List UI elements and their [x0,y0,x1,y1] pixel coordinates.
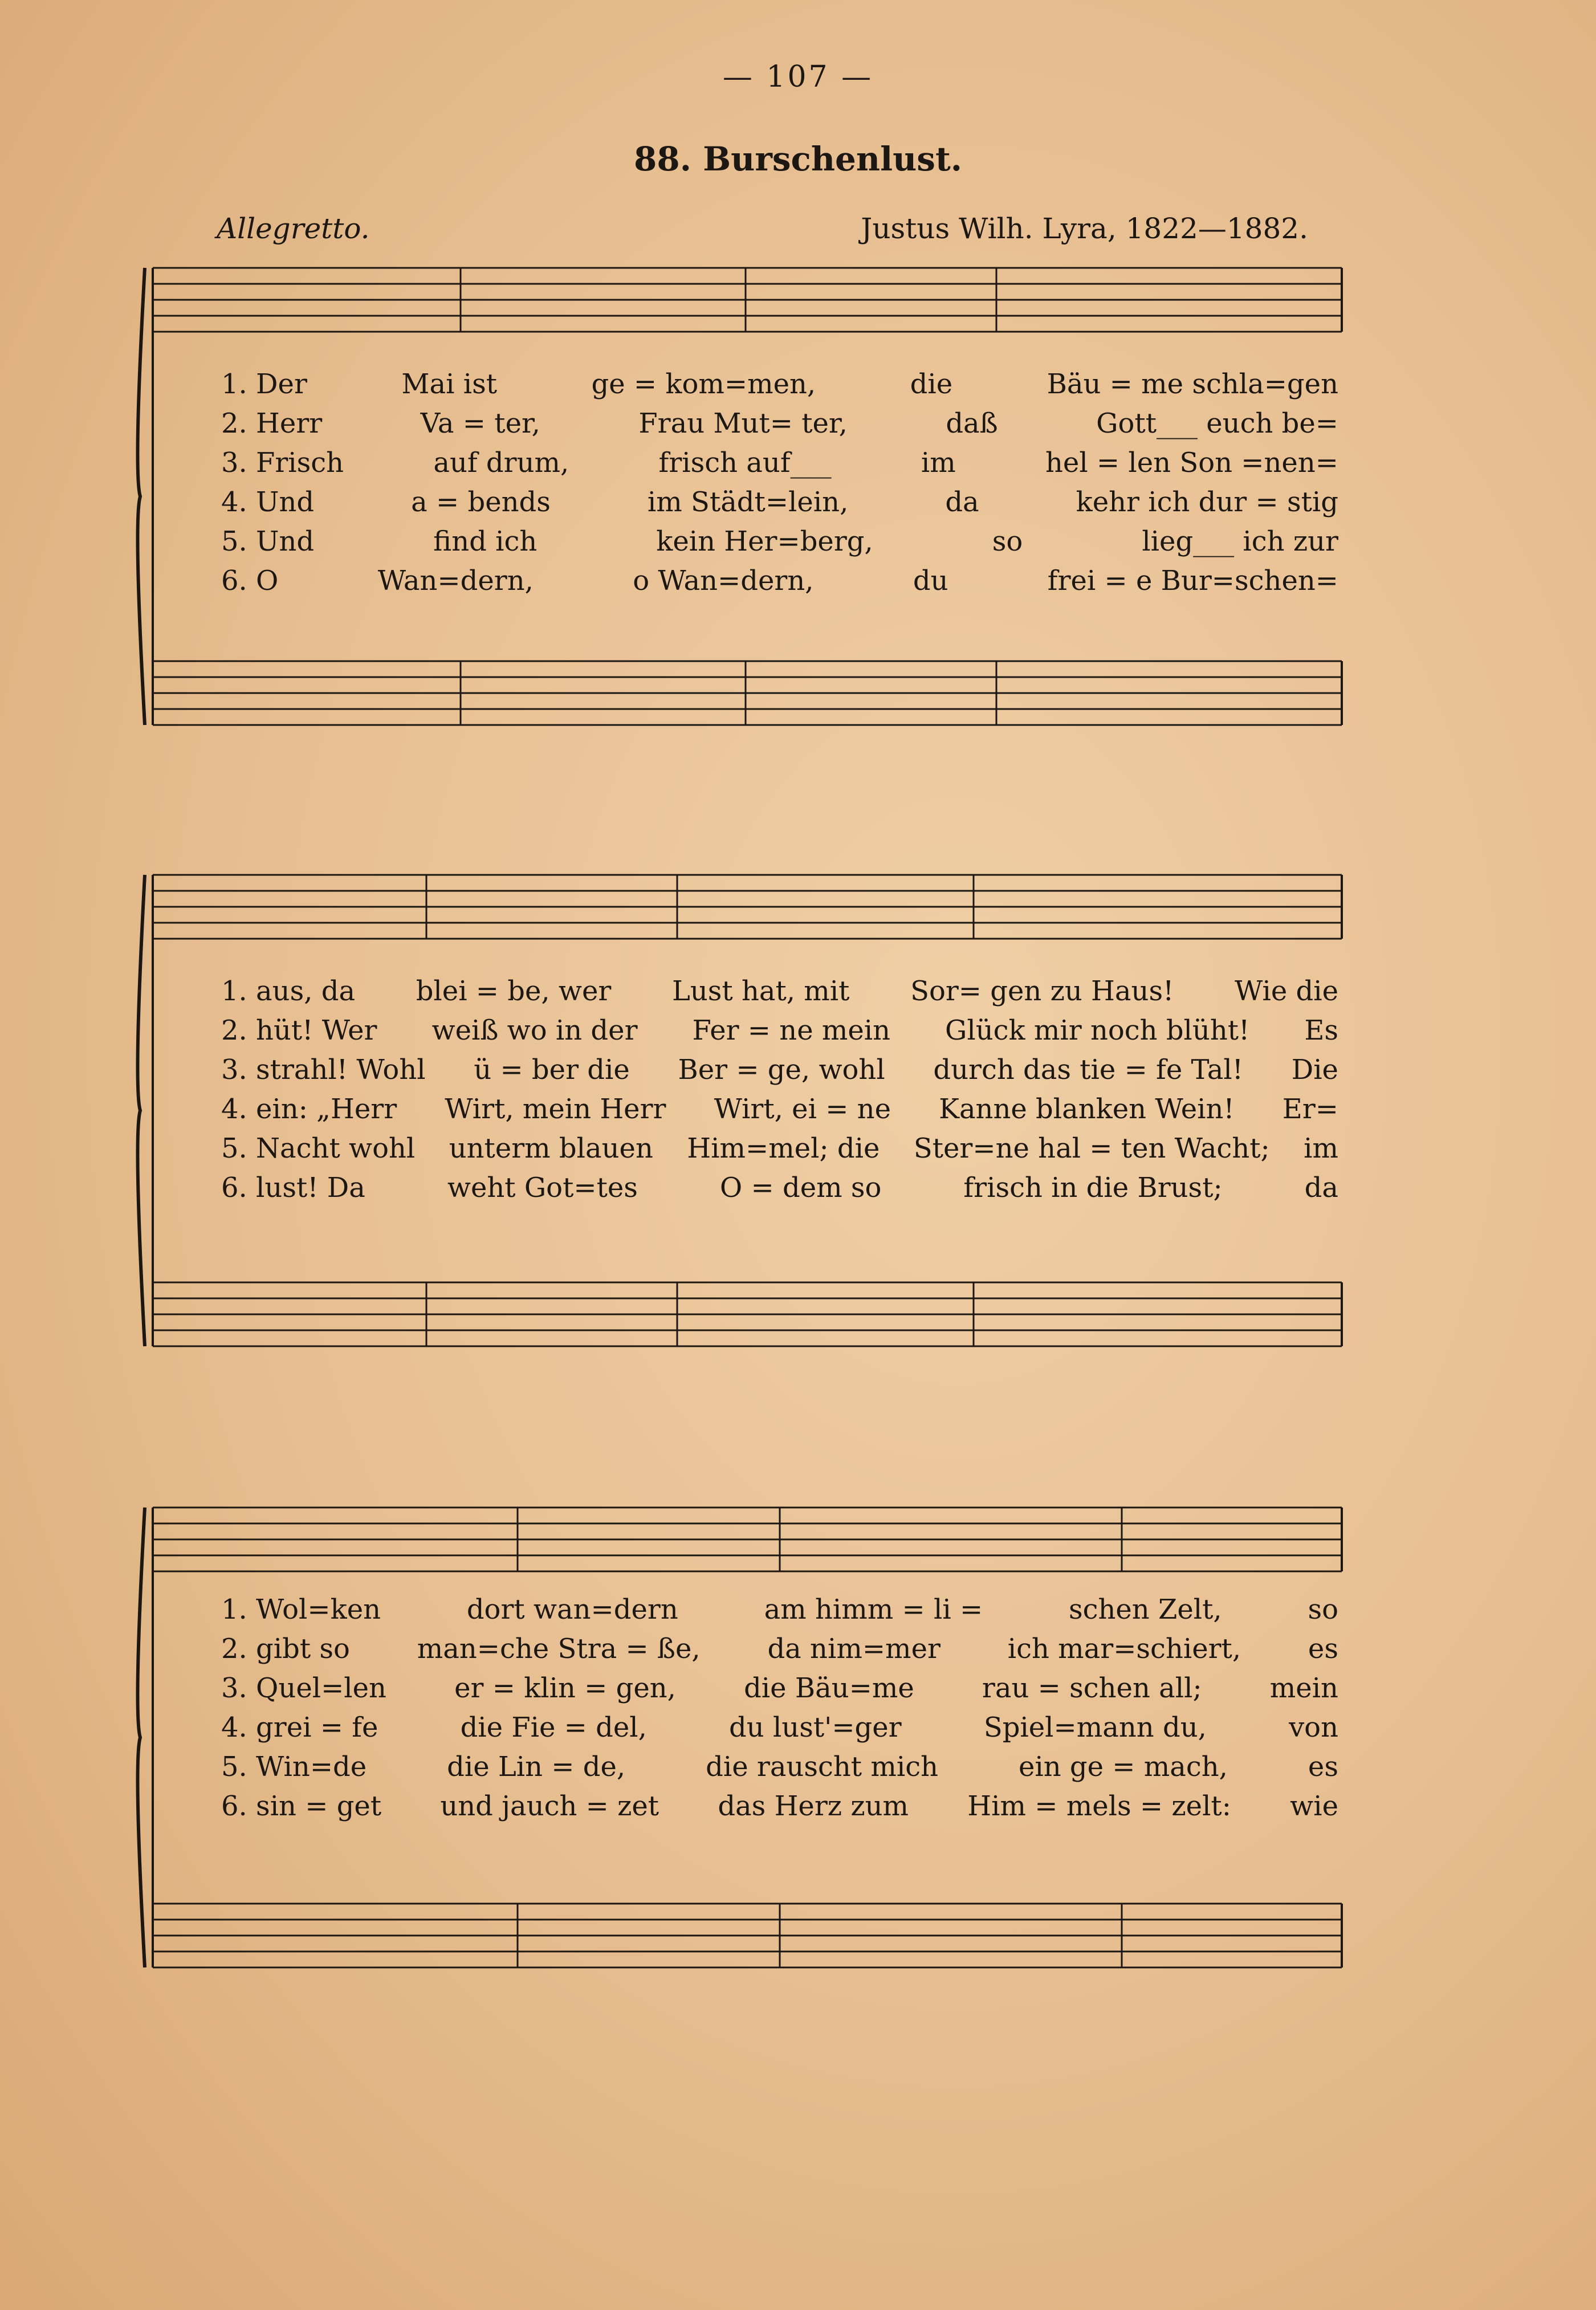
verse-line: 4. ein: „Herr Wirt, mein Herr Wirt, ei = ne Kanne blanken Wein! Er= [221,1093,1338,1125]
page-number: — 107 — [722,60,874,94]
song-title: 88. Burschenlust. [634,140,962,178]
verse-line: 4. Und a = bends im Städt=lein, da kehr ich dur = stig [221,486,1338,518]
verse-line: 2. hüt! Wer weiß wo in der Fer = ne mein Glück mir noch blüht! Es [221,1015,1338,1046]
verse-line: 2. Herr Va = ter, Frau Mut= ter, daß Gott___ euch be= [221,408,1338,439]
music-system-2 [153,861,1342,1365]
verse-line: 5. Und find ich kein Her=berg, so lieg___ ich zur [221,525,1338,557]
verse-line: 3. strahl! Wohl ü = ber die Ber = ge, wohl durch das tie = fe Tal! Die [221,1054,1338,1086]
verse-line: 2. gibt so man=che Stra = ße, da nim=mer ich mar=schiert, es [221,1633,1338,1665]
tempo-marking: Allegretto. [217,212,370,245]
lyrics-block-1 [221,365,1338,601]
verse-line: 1. aus, da blei = be, wer Lust hat, mit Sor= gen zu Haus! Wie die [221,975,1338,1007]
verse-line: 5. Nacht wohl unterm blauen Him=mel; die Ster=ne hal = ten Wacht; im [221,1132,1338,1164]
verse-line: 1. Wol=ken dort wan=dern am himm = li = schen Zelt, so [221,1594,1338,1625]
verse-line: 1. Der Mai ist ge = kom=men, die Bäu = me schla=gen [221,368,1338,400]
verse-line: 3. Quel=len er = klin = gen, die Bäu=me rau = schen all; mein [221,1672,1338,1704]
verse-line: 3. Frisch auf drum, frisch auf___ im hel = len Son =nen= [221,447,1338,479]
verse-line: 6. O Wan=dern, o Wan=dern, du frei = e Bur=schen= [221,565,1338,597]
verse-line: 5. Win=de die Lin = de, die rauscht mich ein ge = mach, es [221,1751,1338,1783]
lyrics-block-2 [221,972,1338,1208]
music-system-3 [153,1482,1342,1978]
verse-line: 4. grei = fe die Fie = del, du lust'=ger Spiel=mann du, von [221,1712,1338,1743]
lyrics-block-3 [221,1590,1338,1826]
composer-credit: Justus Wilh. Lyra, 1822—1882. [861,212,1308,245]
music-system-1 [153,251,1342,749]
verse-line: 6. lust! Da weht Got=tes O = dem so frisch in die Brust; da [221,1172,1338,1204]
verse-line: 6. sin = get und jauch = zet das Herz zum Him = mels = zelt: wie [221,1790,1338,1822]
